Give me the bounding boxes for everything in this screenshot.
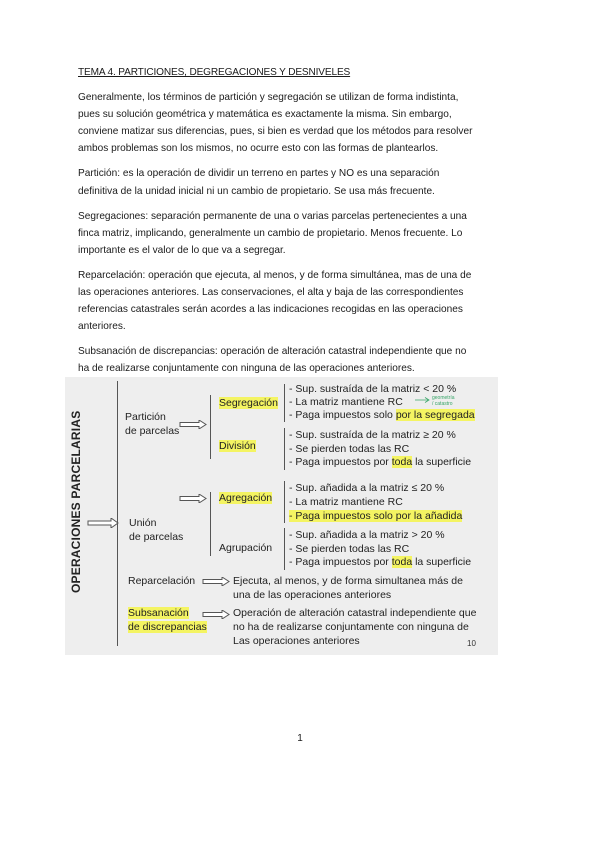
subsanacion-label — [128, 607, 189, 620]
subsanacion-arrow-icon — [202, 610, 230, 619]
div-item-3-text: - Paga impuestos por — [289, 456, 392, 468]
subsanacion-text-1: Subsanación — [128, 607, 189, 619]
div-item-3-highlight: toda — [391, 456, 413, 468]
seg-item-3 — [289, 409, 475, 422]
agr-item-1: - Sup. añadida a la matriz ≤ 20 % — [289, 482, 445, 494]
particion-label-2: de parcelas — [125, 425, 180, 437]
particion-arrow-icon — [179, 420, 207, 429]
subsanacion-desc-1: Operación de alteración catastral independiente que — [233, 607, 477, 619]
agp-item-3-tail: la superficie — [412, 556, 472, 568]
seg-item-1: - Sup. sustraída de la matriz < 20 % — [289, 383, 457, 395]
green-note: geometría / catastro — [432, 395, 455, 407]
main-arrow-icon — [87, 518, 119, 528]
div-item-2: - Se pierden todas las RC — [289, 443, 410, 455]
union-label-2: de parcelas — [129, 531, 184, 543]
agr-item-3-highlight: - Paga impuestos solo por la añadida — [289, 510, 463, 522]
reparcelacion-arrow-icon — [202, 577, 230, 586]
agrupacion-bracket — [284, 528, 285, 570]
operaciones-parcelarias-diagram — [65, 377, 498, 655]
union-label: Unión — [129, 517, 157, 529]
main-bracket — [117, 381, 118, 646]
agp-item-2: - Se pierden todas las RC — [289, 543, 410, 555]
agp-item-1: - Sup. añadida a la matriz > 20 % — [289, 529, 445, 541]
reparcelacion-desc-1: Ejecuta, al menos, y de forma simultanea más de — [233, 575, 463, 587]
div-item-1: - Sup. sustraída de la matriz ≥ 20 % — [289, 429, 456, 441]
document-body — [78, 64, 478, 386]
reparcelacion-label: Reparcelación — [128, 575, 196, 587]
agregacion-bracket — [284, 481, 285, 523]
agrupacion-label: Agrupación — [219, 542, 273, 554]
particion-bracket — [210, 395, 211, 459]
subsanacion-desc-2: no ha de realizarse conjuntamente con ninguna de — [233, 621, 469, 633]
reparcelacion-paragraph: Reparcelación: operación que ejecuta, al menos, y de forma simultánea, mas de una de las operaciones anteriores. Las conservaciones, el alta y baja de las correspondientes referencias catastrales serán acordes a las indicaciones recogidas en las operaciones anteriores. — [78, 269, 472, 333]
agregacion-label — [219, 492, 272, 505]
division-bracket — [284, 428, 285, 470]
div-item-3 — [289, 456, 471, 469]
division-text: División — [219, 440, 256, 452]
subsanacion-paragraph: Subsanación de discrepancias: operación de alteración catastral independiente que no ha de realizarse conjuntamente con ninguna de las operaciones anteriores. — [78, 346, 467, 375]
segregacion-label — [219, 397, 278, 410]
seg-item-3-text: - Paga impuestos solo — [289, 409, 396, 421]
subsanacion-desc-3: Las operaciones anteriores — [233, 635, 360, 647]
seg-item-2: - La matriz mantiene RC — [289, 396, 403, 408]
particion-paragraph: Partición: es la operación de dividir un terreno en partes y NO es una separación definitiva de la unidad inicial ni un cambio de propietario. Se usa más frecuente. — [78, 168, 440, 197]
intro-paragraph: Generalmente, los términos de partición y segregación se utilizan de forma indistinta, pues su solución geométrica y matemática es exactamente la misma. Sin embargo, conviene matizar sus diferencias, pues, si bien es verdad que los métodos para resolver ambos problemas son los mismos, no ocurre esto con las formas de plantearlos. — [78, 92, 473, 155]
agp-item-3-highlight: toda — [391, 556, 413, 568]
segregacion-text: Segregación — [219, 397, 278, 409]
particion-label: Partición — [125, 411, 166, 423]
subsanacion-label-2 — [128, 621, 207, 634]
diagram-vertical-label: OPERACIONES PARCELARIAS — [69, 410, 83, 593]
agr-item-3 — [289, 510, 462, 523]
subsanacion-text-2: de discrepancias — [128, 621, 207, 633]
segregacion-bracket — [284, 384, 285, 422]
union-arrow-icon — [179, 494, 207, 503]
page-number: 1 — [297, 733, 303, 744]
green-arrow-icon — [415, 397, 431, 403]
agp-item-3-text: - Paga impuestos por — [289, 556, 392, 568]
agregacion-text: Agregación — [219, 492, 273, 504]
division-label — [219, 440, 256, 453]
union-bracket — [210, 492, 211, 556]
seg-item-3-highlight: por la segregada — [395, 409, 475, 421]
document-title: TEMA 4. PARTICIONES, DEGREGACIONES Y DESNIVELES — [78, 67, 351, 78]
agr-item-2: - La matriz mantiene RC — [289, 496, 403, 508]
div-item-3-tail: la superficie — [412, 456, 472, 468]
reparcelacion-desc-2: una de las operaciones anteriores — [233, 589, 392, 601]
slide-number: 10 — [467, 639, 476, 648]
segregaciones-paragraph: Segregaciones: separación permanente de una o varias parcelas pertenecientes a una finca matriz, implicando, generalmente un cambio de propietario. Menos frecuente. Lo importante es el valor de lo que va a segregar. — [78, 210, 467, 256]
agp-item-3 — [289, 556, 471, 569]
